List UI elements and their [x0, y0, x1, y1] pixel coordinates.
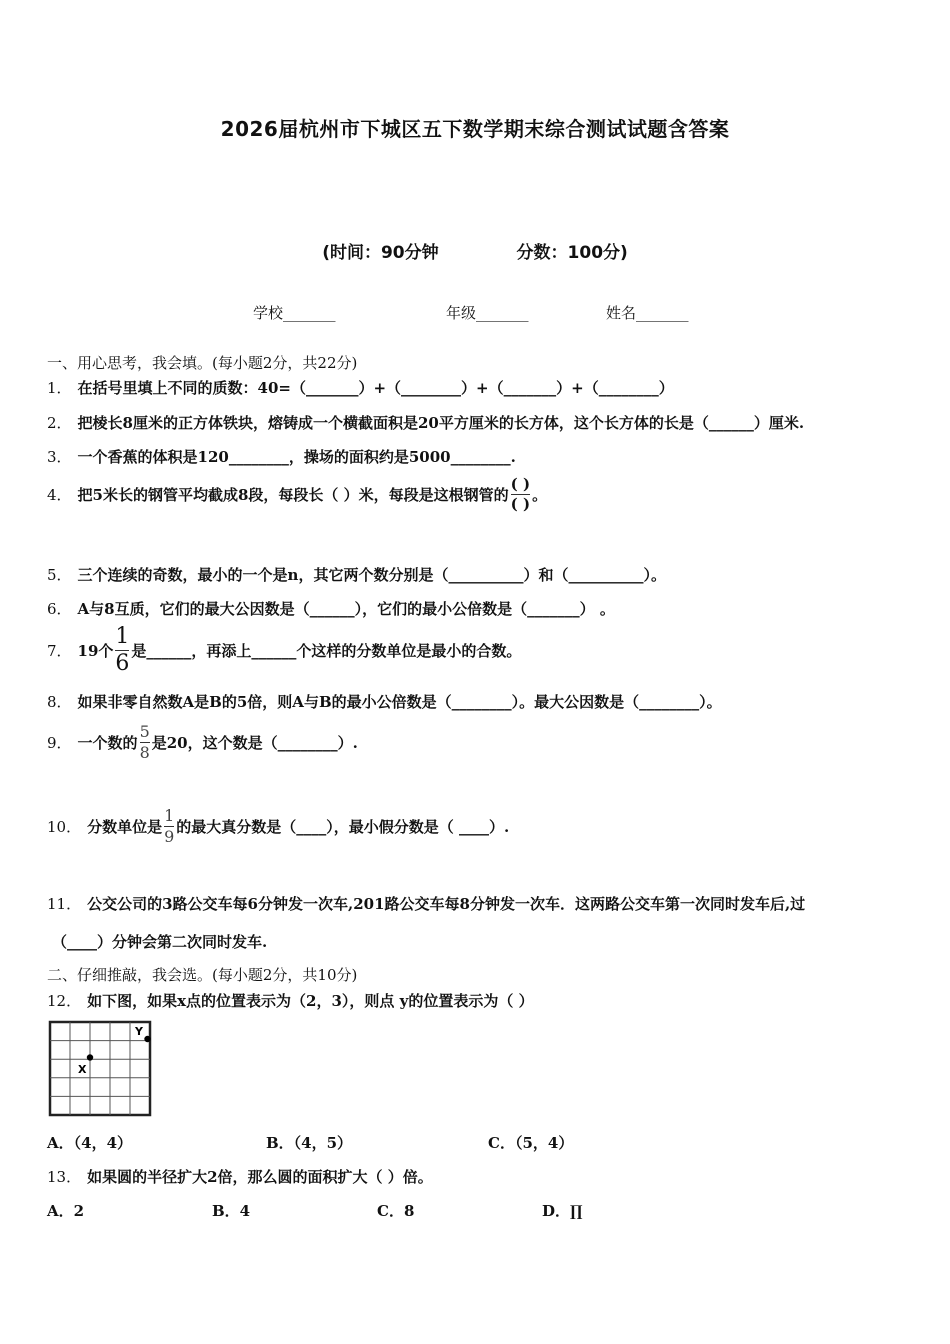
grade-field: 年级_______ [446, 304, 529, 322]
fraction-bottom: ( ) [510, 495, 531, 513]
point-y [144, 1036, 150, 1042]
option-c[interactable]: C．（5，4） [488, 1134, 574, 1152]
option-d[interactable]: D．∏ [542, 1202, 583, 1220]
question-number: 1． [47, 379, 72, 397]
question-number: 2． [47, 414, 72, 432]
question-text-pre: 19个 [77, 642, 114, 660]
time-label: (时间：90分钟 [322, 243, 439, 263]
question-number: 9． [47, 734, 72, 752]
question-5 [47, 564, 666, 585]
question-text-pre: 分数单位是 [87, 818, 163, 836]
fraction-denominator: 8 [139, 743, 150, 762]
option-b[interactable]: B．（4，5） [266, 1134, 353, 1152]
section-heading: 一、用心思考，我会填。(每小题2分，共22分) [47, 354, 358, 372]
question-text: 把棱长8厘米的正方体铁块，熔铸成一个横截面积是20平方厘米的长方体，这个长方体的长是（______）厘米. [77, 414, 805, 432]
question-13 [47, 1166, 433, 1187]
question-3 [47, 446, 516, 467]
option-c[interactable]: C．8 [377, 1202, 415, 1220]
question-2 [47, 412, 804, 433]
question-number: 12． [47, 992, 82, 1010]
fraction [140, 724, 150, 761]
question-10 [47, 808, 509, 845]
question-number: 5． [47, 566, 72, 584]
fraction-denominator: 9 [164, 827, 175, 846]
question-text: A与8互质，它们的最大公因数是（______），它们的最小公倍数是（_______） 。 [77, 600, 615, 618]
label-y: Y [135, 1025, 143, 1038]
fraction-numerator: 5 [139, 722, 150, 741]
question-11 [47, 893, 805, 914]
question-text-post: 的最大真分数是（____），最小假分数是（ ____）. [176, 818, 510, 836]
question-number: 6． [47, 600, 72, 618]
question-number: 3． [47, 448, 72, 466]
blank-fraction [511, 477, 530, 512]
name-field: 姓名_______ [606, 304, 689, 322]
question-text-post: 是______，再添上______个这样的分数单位是最小的合数。 [131, 642, 522, 660]
question-number: 8． [47, 693, 72, 711]
question-number: 4． [47, 486, 72, 504]
question-text: 如果圆的半径扩大2倍，那么圆的面积扩大（ ）倍。 [87, 1168, 433, 1186]
question-text: 在括号里填上不同的质数：40=（_______）+（________）+（_______）+（________） [77, 379, 674, 397]
question-6 [47, 598, 615, 619]
grid-figure [48, 1020, 154, 1118]
fraction [115, 626, 129, 675]
question-1 [47, 377, 674, 398]
fraction-numerator: 1 [115, 624, 130, 649]
option-b[interactable]: B．4 [212, 1202, 251, 1220]
section-heading: 二、仔细推敲，我会选。(每小题2分，共10分) [47, 966, 358, 984]
question-9 [47, 724, 358, 761]
fraction-numerator: 1 [164, 806, 175, 825]
question-number: 11． [47, 895, 82, 913]
fraction-denominator: 6 [115, 651, 130, 676]
question-text: 把5米长的钢管平均截成8段，每段长（ ）米，每段是这根钢管的 [77, 486, 509, 504]
question-number: 10． [47, 818, 82, 836]
question-number: 13． [47, 1168, 82, 1186]
question-text: 如下图，如果x点的位置表示为（2，3），则点 y的位置表示为（ ） [87, 992, 534, 1010]
question-tail: 。 [532, 486, 548, 504]
option-a[interactable]: A．2 [47, 1202, 85, 1220]
question-7 [47, 626, 521, 675]
question-text: 三个连续的奇数，最小的一个是n，其它两个数分别是（__________）和（__________）。 [77, 566, 666, 584]
option-a[interactable]: A．（4，4） [47, 1134, 133, 1152]
question-number: 7． [47, 642, 72, 660]
question-11-line2: （____）分钟会第二次同时发车. [52, 933, 268, 951]
point-x [87, 1054, 93, 1060]
question-4 [47, 477, 547, 512]
page-title: 2026届杭州市下城区五下数学期末综合测试试题含答案 [220, 117, 730, 141]
question-text: 公交公司的3路公交车每6分钟发一次车,201路公交车每8分钟发一次车．这两路公交车第一次同时发车后,过 [87, 895, 806, 913]
question-text-post: 是20，这个数是（________）. [151, 734, 358, 752]
question-text: 一个香蕉的体积是120________，操场的面积约是5000________. [77, 448, 516, 466]
fraction [164, 808, 174, 845]
exam-meta [0, 238, 950, 263]
label-x: X [78, 1063, 87, 1076]
score-label: 分数：100分) [516, 243, 628, 263]
school-field: 学校_______ [253, 304, 336, 322]
question-12 [47, 990, 534, 1011]
question-text: 如果非零自然数A是B的5倍，则A与B的最小公倍数是（________）。最大公因数是（________）。 [77, 693, 722, 711]
fraction-top: ( ) [510, 475, 531, 493]
question-8 [47, 691, 722, 712]
question-text-pre: 一个数的 [77, 734, 138, 752]
